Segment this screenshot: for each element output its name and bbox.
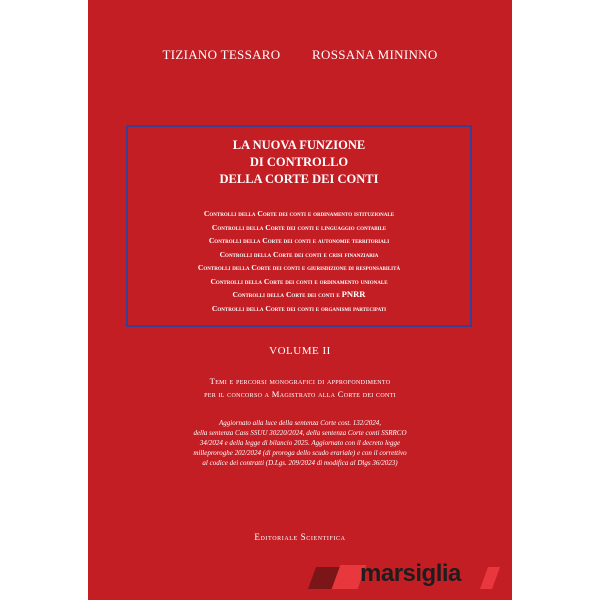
note-line: milleproroghe 202/2024 (di proroga dello scudo erariale) e con il correttivo	[193, 449, 407, 457]
topic-item: Controlli della Corte dei conti e ordinamento unionale	[210, 276, 388, 286]
pnrr-emphasis: PNRR	[341, 289, 366, 299]
topic-list	[128, 207, 470, 315]
subtitle-line: per il concorso a Magistrato alla Corte dei conti	[204, 389, 396, 399]
book-title	[128, 137, 470, 188]
topic-item: Controlli della Corte dei conti e autonomie territoriali	[208, 236, 390, 245]
topic-item-pnrr	[128, 288, 470, 302]
watermark-text: marsiglia	[360, 560, 461, 587]
author-name: ROSSANA MININNO	[312, 47, 438, 62]
watermark-logo	[312, 557, 502, 591]
topic-item: Controlli della Corte dei conti e linguaggio contabile	[211, 222, 387, 232]
topic-item: Controlli della Corte dei conti e ordinamento istituzionale	[203, 209, 395, 218]
title-line: LA NUOVA FUNZIONE	[232, 138, 366, 152]
authors	[88, 47, 512, 63]
logo-shape-icon	[480, 567, 500, 589]
title-frame	[126, 125, 472, 327]
publisher: Editoriale Scientifica	[254, 532, 346, 542]
update-note	[118, 418, 482, 468]
author-name: TIZIANO TESSARO	[162, 47, 281, 62]
note-line: Aggiornato alla luce della sentenza Corte cost. 132/2024,	[219, 419, 381, 427]
topic-item: Controlli della Corte dei conti e organismi partecipati	[211, 303, 387, 313]
note-line: al codice dei contratti (D.Lgs. 209/2024 di modifica al Dlgs 36/2023)	[202, 459, 398, 467]
title-line: DI CONTROLLO	[249, 155, 349, 169]
topic-item: Controlli della Corte dei conti e giurisdizione di responsabilità	[197, 263, 401, 272]
title-line: DELLA CORTE DEI CONTI	[219, 172, 379, 186]
subtitle-line: Temi e percorsi monografici di approfondimento	[209, 376, 391, 386]
book-cover	[88, 0, 512, 600]
note-line: della sentenza Cass SSUU 30220/2024, della sentenza Corte conti SSRRCO	[193, 429, 407, 437]
note-line: 34/2024 e della legge di bilancio 2025. Aggiornato con il decreto legge	[199, 439, 401, 447]
volume-label: VOLUME II	[269, 345, 331, 357]
topic-item: Controlli della Corte dei conti e crisi finanziaria	[219, 249, 379, 259]
topic-item-text: Controlli della Corte dei conti e	[232, 290, 342, 299]
subtitle	[88, 375, 512, 401]
